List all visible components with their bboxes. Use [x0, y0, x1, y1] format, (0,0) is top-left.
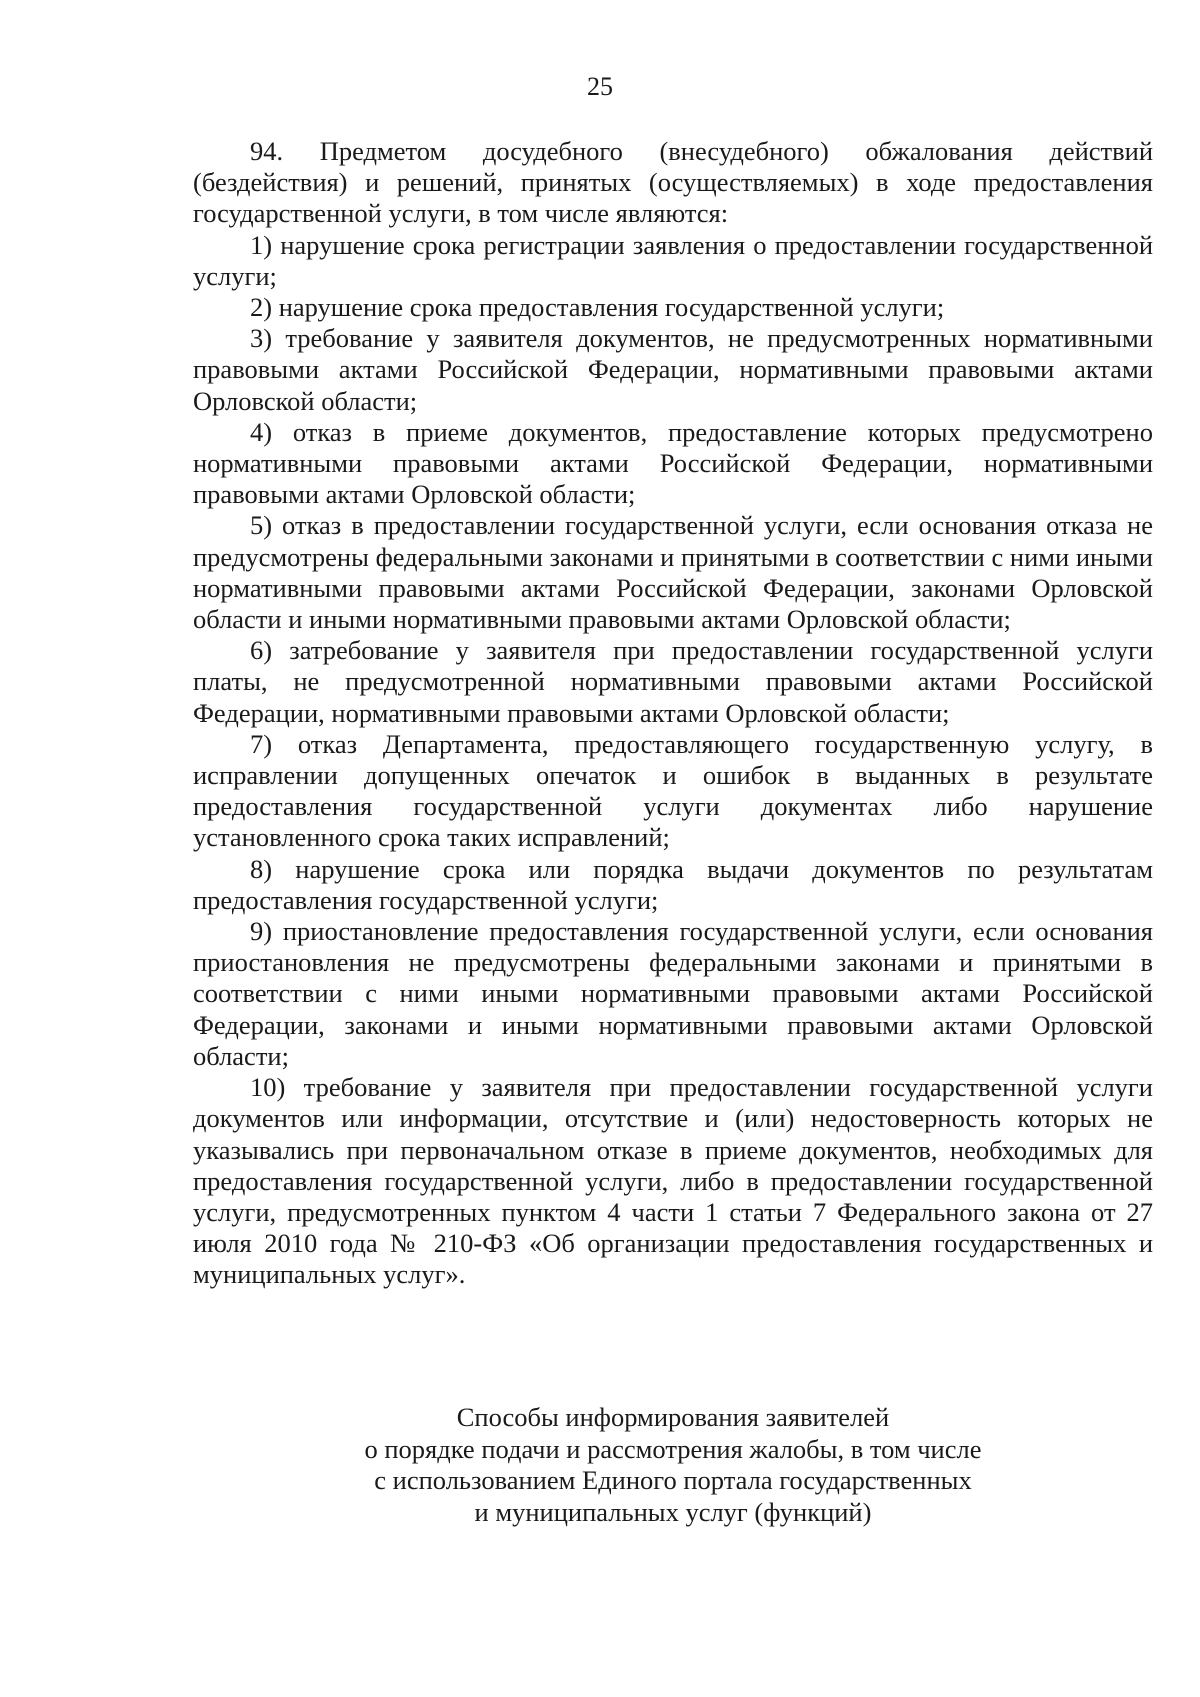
section-heading-line-3: с использованием Единого портала государственных [374, 1465, 972, 1495]
list-item-2: 2) нарушение срока предоставления государственной услуги; [250, 292, 945, 323]
section-heading-line-4: и муниципальных услуг (функций) [474, 1496, 872, 1527]
list-item-4: 4) отказ в приеме документов, предоставление которых предусмотрено нормативными правовыми актами Российской Федерации, нормативными правовыми актами Орловской области; [193, 416, 1153, 510]
paragraph-94-intro: 94. Предметом досудебного (внесудебного) обжалования действий (бездействия) и решений, принятых (осуществляемых) в ходе предоставления государственной услуги, в том числе являются: [193, 136, 1153, 229]
list-item-1: 1) нарушение срока регистрации заявления о предоставлении государственной услуги; [193, 229, 1153, 291]
list-item-8: 8) нарушение срока или порядка выдачи документов по результатам предоставления государственной услуги; [193, 853, 1153, 915]
document-body [193, 136, 1153, 1291]
list-item-5: 5) отказ в предоставлении государственной услуги, если основания отказа не предусмотрены федеральными законами и принятыми в соответствии с ними иными нормативными правовыми актами Российской Федерации, законами Орловской области и иными нормативными правовыми актами Орловской области; [193, 510, 1153, 635]
list-item-3: 3) требование у заявителя документов, не предусмотренных нормативными правовыми актами Российской Федерации, нормативными правовыми актами Орловской области; [193, 323, 1153, 416]
section-heading [193, 1402, 1153, 1528]
page-number: 25 [587, 72, 613, 101]
section-heading-line-1: Способы информирования заявителей [456, 1402, 890, 1432]
list-item-9: 9) приостановление предоставления государственной услуги, если основания приостановления не предусмотрены федеральными законами и принятыми в соответствии с ними иными нормативными правовыми актами Российской Федерации, законами и иными нормативными правовыми актами Орловской области; [193, 916, 1153, 1071]
list-item-10: 10) требование у заявителя при предоставлении государственной услуги документов или информации, отсутствие и (или) недостоверность которых не указывались при первоначальном отказе в приеме документов, необходимых для предоставления государственной услуги, либо в предоставлении государственной услуги, предусмотренных пунктом 4 части 1 статьи 7 Федерального закона от 27 июля 2010 года № 210-ФЗ «Об организации предоставления государственных и муниципальных услуг». [193, 1072, 1153, 1290]
list-item-7: 7) отказ Департамента, предоставляющего государственную услугу, в исправлении допущенных опечаток и ошибок в выданных в результате предоставления государственной услуги документах либо нарушение установленного срока таких исправлений; [193, 728, 1153, 853]
section-heading-line-2: о порядке подачи и рассмотрения жалобы, в том числе [364, 1433, 982, 1464]
list-item-6: 6) затребование у заявителя при предоставлении государственной услуги платы, не предусмотренной нормативными правовыми актами Российской Федерации, нормативными правовыми актами Орловской области; [193, 635, 1153, 728]
